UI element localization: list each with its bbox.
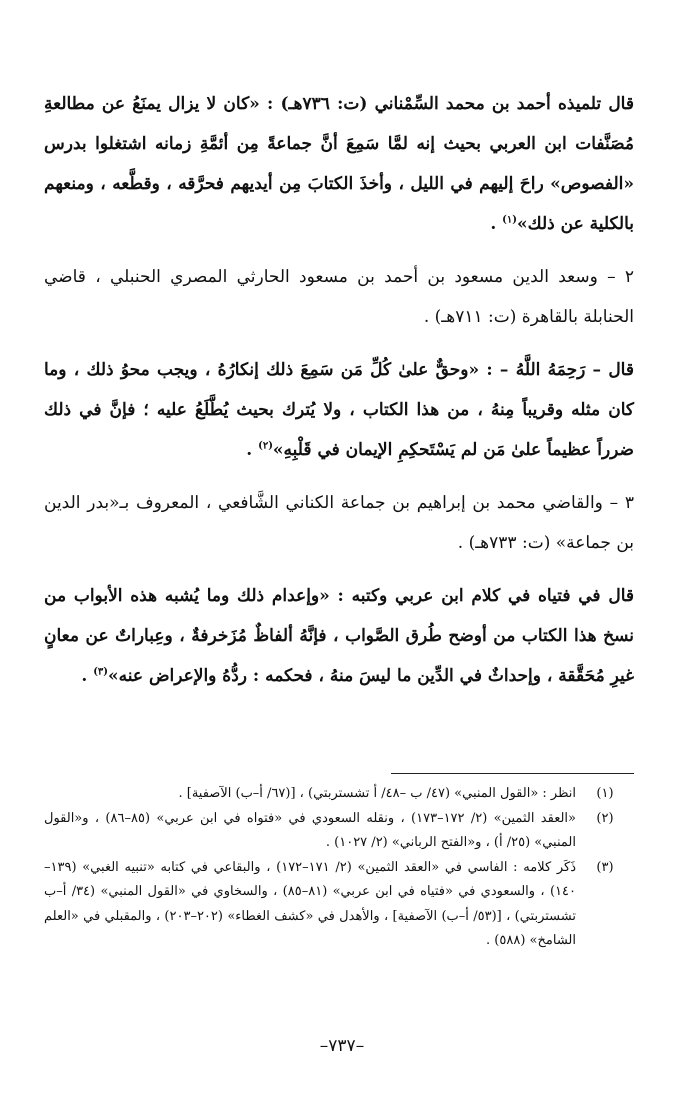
main-text — [44, 84, 634, 709]
footnote-2 — [44, 807, 634, 856]
paragraph-1-text: قال تلميذه أحمد بن محمد السِّمْناني (ت: ٧٣٦هـ) : «كان لا يزال يمنَعُ عن مطالعةِ مُصَنَّفات ابن العربي بحيث إنه لمَّا سَمِعَ أنَّ جماعةً مِن أئمَّةِ زمانه اشتغلوا بدرس «الفصوص» راحَ إليهم في الليل ، وأخذَ الكتابَ مِن أيديهم فحرَّقه ، وقطَّعه ، ومنعهم بالكلية عن ذلك» — [44, 94, 634, 234]
footnote-divider — [391, 773, 634, 774]
footnote-number: (١) — [596, 786, 614, 801]
paragraph-4-text: ٣ – والقاضي محمد بن إبراهيم بن جماعة الكناني الشَّافعي ، المعروف بـ«بدر الدين بن جماعة» (ت: ٧٣٣هـ) . — [44, 493, 634, 553]
paragraph-5-end: . — [81, 666, 94, 686]
footnote-text: ذَكَر كلامه : الفاسي في «العقد الثمين» (٢/ ١٧١–١٧٢) ، والبقاعي في كتابه «تنبيه الغبي» (١٣٩–١٤٠) ، والسعودي في «فتياه في ابن عربي» (٨١–٨٥) ، والسخاوي في «القول المنبي» (٣٤/ أ–ب تشستربتي) ، [(٥٣/ أ–ب) الآصفية] ، والأهدل في «كشف الغطاء» (٢٠٢–٢٠٣) ، والمقبلي في «العلم الشامخ» (٥٨٨) . — [44, 859, 576, 948]
paragraph-1 — [44, 84, 634, 244]
footnote-ref-3[interactable]: (٣) — [93, 666, 109, 678]
footnote-text: «العقد الثمين» (٢/ ١٧٢–١٧٣) ، ونقله السعودي في «فتواه في ابن عربي» (٨٥–٨٦) ، و«القول المنبي» (٢٥/ أ) ، و«الفتح الرباني» (٢/ ١٠٢٧) . — [44, 810, 576, 850]
paragraph-3 — [44, 350, 634, 470]
paragraph-1-end: . — [490, 214, 503, 234]
paragraph-3-text: قال – رَحِمَهُ اللَّهُ – : «وحقٌّ علىٰ كُلِّ مَن سَمِعَ ذلك إنكارُهُ ، ويجب محوُ ذلك ، وما كان مثله وقريباً مِنهُ ، من هذا الكتاب ، ولا يُترك بحيث يُطَّلَعُ عليه ؛ فإنَّ في ذلك ضرراً عظيماً علىٰ مَن لم يَسْتَحكِمِ الإيمان في قَلْبِهِ» — [44, 360, 634, 460]
paragraph-2 — [44, 257, 634, 337]
paragraph-5 — [44, 576, 634, 696]
paragraph-3-end: . — [246, 440, 259, 460]
footnote-number: (٢) — [596, 810, 614, 826]
page-number: –٧٣٧– — [319, 1036, 365, 1056]
paragraph-4 — [44, 483, 634, 563]
paragraph-2-text: ٢ – وسعد الدين مسعود بن أحمد بن مسعود الحارثي المصري الحنبلي ، قاضي الحنابلة بالقاهرة (ت: ٧١١هـ) . — [44, 267, 634, 327]
footnote-ref-1[interactable]: (١) — [502, 214, 518, 226]
footnote-ref-2[interactable]: (٢) — [258, 440, 273, 452]
paragraph-5-text: قال في فتياه في كلام ابن عربي وكتبه : «وإعدام ذلك وما يُشبه هذه الأبواب من نسخ هذا الكتاب من أوضح طُرق الصَّواب ، فإنَّهُ ألفاظٌ مُزَخرفةٌ ، وعِباراتٌ عن معانٍ غيرِ مُحَقَّقة ، وإحداثٌ في الدِّين ما ليسَ منهُ ، فحكمه : ردُّهُ والإعراض عنه» — [44, 586, 634, 686]
footnote-text: انظر : «القول المنبي» (٤٧/ ب –٤٨/ أ تشستربتي) ، [(٦٧/ أ–ب) الآصفية] . — [178, 786, 576, 801]
footnote-3 — [44, 856, 634, 954]
footnote-number: (٣) — [596, 859, 614, 875]
footnotes — [44, 782, 634, 954]
footnote-1 — [44, 782, 634, 807]
